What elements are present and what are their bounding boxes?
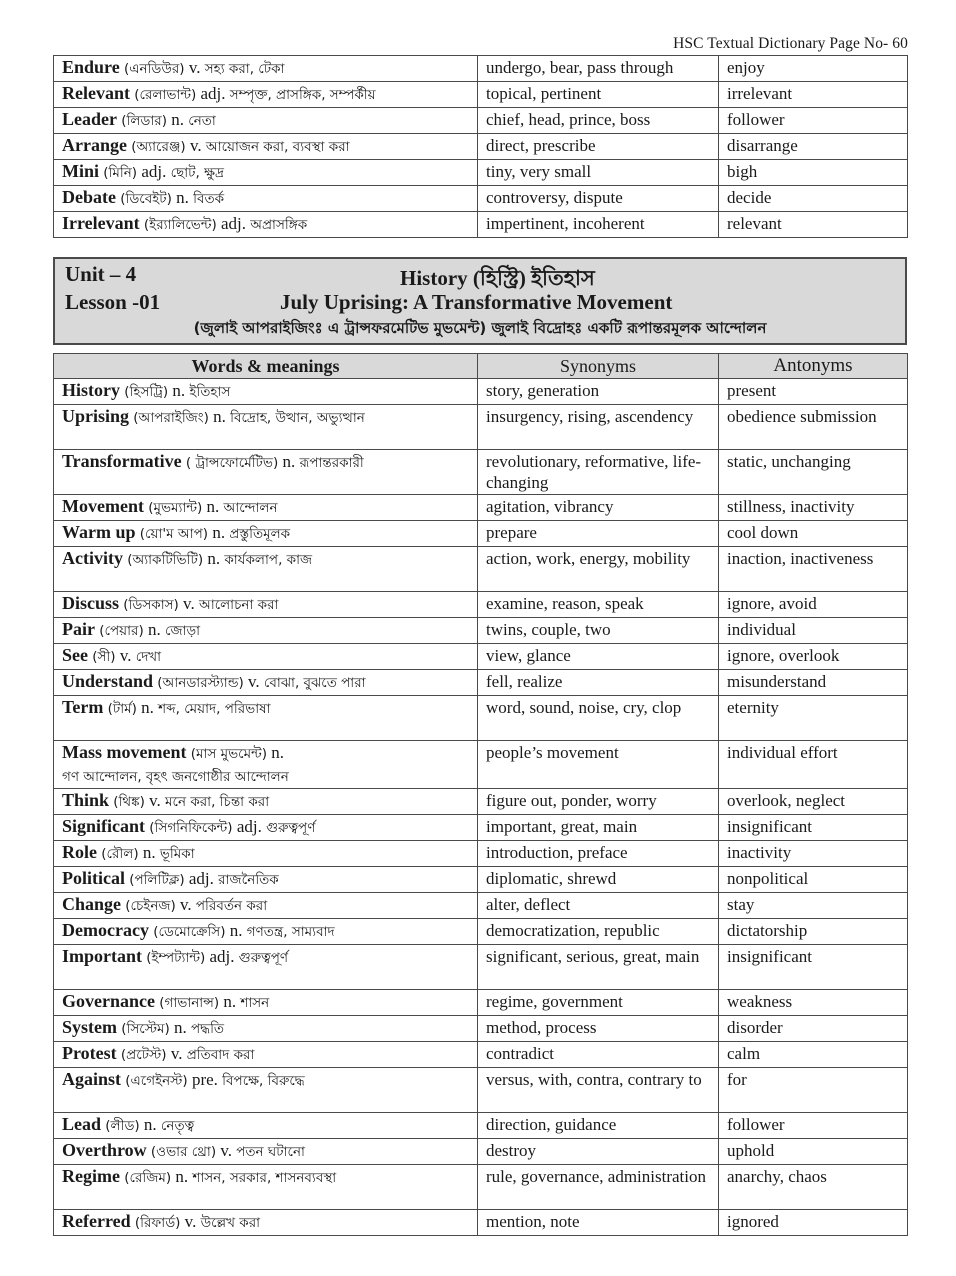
antonyms-cell: anarchy, chaos (719, 1165, 908, 1210)
bengali-meaning: রাজনৈতিক (218, 872, 279, 888)
headword: Warm up (62, 522, 136, 542)
bengali-pronunciation: (মুভম্যান্ট) (148, 500, 203, 516)
bengali-pronunciation: (লিডার) (121, 113, 167, 129)
bengali-meaning: শাসন, সরকার, শাসনব্যবস্থা (192, 1170, 337, 1186)
bengali-meaning: রূপান্তরকারী (299, 455, 364, 471)
bengali-meaning: বিদ্রোহ, উত্থান, অভ্যুত্থান (230, 410, 365, 426)
headword: Discuss (62, 593, 120, 613)
bengali-meaning: শাসন (240, 995, 270, 1011)
part-of-speech: n. (282, 452, 296, 471)
bengali-meaning: গুরুত্বপূর্ণ (238, 950, 289, 966)
word-meaning-cell (54, 696, 478, 741)
antonyms-cell: weakness (719, 990, 908, 1016)
bengali-pronunciation: (টার্ম) (107, 701, 137, 717)
table-row (54, 108, 908, 134)
word-meaning-cell (54, 618, 478, 644)
table-row (54, 450, 908, 495)
bengali-pronunciation: (হিসট্রি) (124, 384, 169, 400)
synonyms-cell: versus, with, contra, contrary to (478, 1068, 719, 1113)
part-of-speech: v. (183, 594, 195, 613)
synonyms-cell: regime, government (478, 990, 719, 1016)
antonyms-cell: disorder (719, 1016, 908, 1042)
antonyms-cell: relevant (719, 212, 908, 238)
bengali-meaning: বোঝা, বুঝতে পারা (263, 675, 366, 691)
headword: Mini (62, 161, 100, 181)
headword: Political (62, 868, 125, 888)
table-row (54, 867, 908, 893)
bengali-pronunciation: (মিনি) (103, 165, 138, 181)
part-of-speech: v. (248, 672, 260, 691)
bengali-meaning: কার্যকলাপ, কাজ (224, 552, 313, 568)
bengali-pronunciation: (য়ো'ম আপ) (139, 526, 209, 542)
word-meaning-cell (54, 56, 478, 82)
bengali-meaning: প্রতিবাদ করা (186, 1047, 255, 1063)
header-synonyms: Synonyms (478, 354, 719, 379)
headword: See (62, 645, 88, 665)
headword: Relevant (62, 83, 130, 103)
antonyms-cell: stillness, inactivity (719, 495, 908, 521)
bengali-pronunciation: (চেইনজ) (125, 898, 176, 914)
table-row (54, 56, 908, 82)
word-meaning-cell (54, 741, 478, 789)
table-row (54, 990, 908, 1016)
antonyms-cell: ignored (719, 1210, 908, 1236)
antonyms-cell: irrelevant (719, 82, 908, 108)
synonyms-cell: figure out, ponder, worry (478, 789, 719, 815)
antonyms-cell: cool down (719, 521, 908, 547)
headword: Leader (62, 109, 117, 129)
synonyms-cell: insurgency, rising, ascendency (478, 405, 719, 450)
antonyms-cell: static, unchanging (719, 450, 908, 495)
synonyms-cell: introduction, preface (478, 841, 719, 867)
table-row (54, 618, 908, 644)
bengali-meaning: মনে করা, চিন্তা করা (165, 794, 270, 810)
vocabulary-table-continued (53, 55, 908, 238)
table-row (54, 1165, 908, 1210)
vocabulary-table (53, 353, 908, 1236)
bengali-meaning: শব্দ, মেয়াদ, পরিভাষা (158, 701, 271, 717)
synonyms-cell: word, sound, noise, cry, clop (478, 696, 719, 741)
antonyms-cell: overlook, neglect (719, 789, 908, 815)
part-of-speech: adj. (200, 84, 226, 103)
part-of-speech: n. (223, 992, 237, 1011)
bengali-pronunciation: (সিস্টেম) (121, 1021, 170, 1037)
word-meaning-cell (54, 379, 478, 405)
headword: Mass movement (62, 742, 187, 762)
headword: Activity (62, 548, 123, 568)
headword: Important (62, 946, 142, 966)
word-meaning-cell (54, 160, 478, 186)
antonyms-cell: decide (719, 186, 908, 212)
headword: Regime (62, 1166, 120, 1186)
word-meaning-cell (54, 212, 478, 238)
bengali-pronunciation: (মাস মুভমেন্ট) (190, 746, 267, 762)
synonyms-cell: significant, serious, great, main (478, 945, 719, 990)
headword: Debate (62, 187, 116, 207)
bengali-pronunciation: (এগেইনস্ট) (125, 1073, 188, 1089)
table-row (54, 134, 908, 160)
bengali-pronunciation: (ডেমোক্রেসি) (153, 924, 226, 940)
antonyms-cell: insignificant (719, 815, 908, 841)
synonyms-cell: people’s movement (478, 741, 719, 789)
table-row (54, 521, 908, 547)
bengali-meaning: গণতন্ত্র, সাম্যবাদ (246, 924, 335, 940)
bengali-meaning: বিতর্ক (193, 191, 225, 207)
antonyms-cell: obedience submission (719, 405, 908, 450)
table-row (54, 82, 908, 108)
part-of-speech: v. (188, 58, 201, 77)
headword: Role (62, 842, 97, 862)
word-meaning-cell (54, 1165, 478, 1210)
synonyms-cell: examine, reason, speak (478, 592, 719, 618)
antonyms-cell: uphold (719, 1139, 908, 1165)
table-row (54, 789, 908, 815)
antonyms-cell: present (719, 379, 908, 405)
headword: Democracy (62, 920, 149, 940)
bengali-meaning: পতন ঘটানো (236, 1144, 305, 1160)
bengali-meaning: ভূমিকা (159, 846, 195, 862)
antonyms-cell: ignore, avoid (719, 592, 908, 618)
part-of-speech: v. (184, 1212, 197, 1231)
headword: Significant (62, 816, 146, 836)
table-row (54, 893, 908, 919)
bengali-pronunciation: (ডিসকাস) (123, 597, 179, 613)
bengali-pronunciation: (পলিটিক্ল) (129, 872, 185, 888)
word-meaning-cell (54, 592, 478, 618)
word-meaning-cell (54, 450, 478, 495)
bengali-pronunciation: (থিঙ্ক) (113, 794, 145, 810)
part-of-speech: n. (141, 698, 154, 717)
headword: History (62, 380, 120, 400)
antonyms-cell: eternity (719, 696, 908, 741)
unit-lesson-header (53, 257, 907, 345)
synonyms-cell: fell, realize (478, 670, 719, 696)
antonyms-cell: follower (719, 1113, 908, 1139)
antonyms-cell: ignore, overlook (719, 644, 908, 670)
part-of-speech: adj. (209, 947, 235, 966)
table-row (54, 919, 908, 945)
table-row (54, 644, 908, 670)
lesson-label: Lesson -01 (65, 290, 161, 314)
word-meaning-cell (54, 919, 478, 945)
antonyms-cell: calm (719, 1042, 908, 1068)
bengali-meaning: পরিবর্তন করা (195, 898, 268, 914)
antonyms-cell: individual effort (719, 741, 908, 789)
part-of-speech: adj. (188, 869, 214, 888)
word-meaning-cell (54, 815, 478, 841)
antonyms-cell: dictatorship (719, 919, 908, 945)
bengali-meaning: দেখা (135, 649, 162, 665)
synonyms-cell: direction, guidance (478, 1113, 719, 1139)
bengali-meaning: পদ্ধতি (191, 1021, 225, 1037)
bengali-meaning: আয়োজন করা, ব্যবস্থা করা (205, 139, 350, 155)
part-of-speech: n. (213, 407, 226, 426)
table-row (54, 1210, 908, 1236)
part-of-speech: pre. (191, 1070, 218, 1089)
synonyms-cell: alter, deflect (478, 893, 719, 919)
synonyms-cell: view, glance (478, 644, 719, 670)
headword: Lead (62, 1114, 102, 1134)
headword: Pair (62, 619, 95, 639)
part-of-speech: n. (142, 843, 156, 862)
word-meaning-cell (54, 1068, 478, 1113)
bengali-pronunciation: (রিফার্ড) (134, 1215, 181, 1231)
page-header: HSC Textual Dictionary Page No- 60 (673, 35, 908, 52)
synonyms-cell: action, work, energy, mobility (478, 547, 719, 592)
headword: Think (62, 790, 110, 810)
part-of-speech: v. (189, 136, 202, 155)
bengali-meaning: জোড়া (164, 623, 200, 639)
synonyms-cell: impertinent, incoherent (478, 212, 719, 238)
headword: Movement (62, 496, 144, 516)
synonyms-cell: diplomatic, shrewd (478, 867, 719, 893)
synonyms-cell: contradict (478, 1042, 719, 1068)
antonyms-cell: follower (719, 108, 908, 134)
antonyms-cell: misunderstand (719, 670, 908, 696)
table-row (54, 212, 908, 238)
bengali-pronunciation: (ওভার থ্রো) (150, 1144, 217, 1160)
word-meaning-cell (54, 108, 478, 134)
part-of-speech: n. (206, 497, 220, 516)
headword: Endure (62, 57, 120, 77)
table-header-row (54, 354, 908, 379)
bengali-meaning: ছোট, ক্ষুদ্র (170, 165, 225, 181)
synonyms-cell: rule, governance, administration (478, 1165, 719, 1210)
bengali-meaning: নেতা (188, 113, 216, 129)
synonyms-cell: method, process (478, 1016, 719, 1042)
table-row (54, 815, 908, 841)
bengali-meaning: সহ্য করা, টেকা (204, 61, 285, 77)
word-meaning-cell (54, 82, 478, 108)
bengali-pronunciation: (এনডিউর) (123, 61, 185, 77)
headword: Overthrow (62, 1140, 147, 1160)
synonyms-cell: tiny, very small (478, 160, 719, 186)
bengali-meaning: বিপক্ষে, বিরুদ্ধে (222, 1073, 305, 1089)
part-of-speech: v. (170, 1044, 183, 1063)
part-of-speech: n. (207, 549, 221, 568)
part-of-speech: n. (175, 1167, 189, 1186)
bengali-pronunciation: (ইম্পট্যান্ট) (146, 950, 206, 966)
part-of-speech: n. (212, 523, 226, 542)
headword: Governance (62, 991, 155, 1011)
part-of-speech: v. (220, 1141, 233, 1160)
antonyms-cell: enjoy (719, 56, 908, 82)
synonyms-cell: direct, prescribe (478, 134, 719, 160)
headword: Uprising (62, 406, 130, 426)
part-of-speech: adj. (141, 162, 167, 181)
word-meaning-cell (54, 789, 478, 815)
bengali-pronunciation: (পেয়ার) (99, 623, 144, 639)
word-meaning-cell (54, 1042, 478, 1068)
bengali-pronunciation: (রেলাভান্ট) (134, 87, 197, 103)
antonyms-cell: inactivity (719, 841, 908, 867)
word-meaning-cell (54, 841, 478, 867)
part-of-speech: n. (176, 188, 189, 207)
antonyms-cell: bigh (719, 160, 908, 186)
bengali-meaning: ইতিহাস (189, 384, 231, 400)
table-row (54, 841, 908, 867)
part-of-speech: n. (147, 620, 161, 639)
antonyms-cell: inaction, inactiveness (719, 547, 908, 592)
table-row (54, 405, 908, 450)
table-row (54, 592, 908, 618)
word-meaning-cell (54, 990, 478, 1016)
table-row (54, 1068, 908, 1113)
headword: Against (62, 1069, 122, 1089)
table-row (54, 186, 908, 212)
headword: Understand (62, 671, 154, 691)
bengali-meaning: গণ আন্দোলন, বৃহৎ জনগোষ্ঠীর আন্দোলন (62, 769, 289, 785)
table-row (54, 741, 908, 789)
bengali-pronunciation: (রেজিম) (124, 1170, 172, 1186)
headword: Irrelevant (62, 213, 140, 233)
table-row (54, 547, 908, 592)
headword: Arrange (62, 135, 127, 155)
word-meaning-cell (54, 893, 478, 919)
bengali-meaning: গুরুত্বপূর্ণ (266, 820, 316, 836)
part-of-speech: v. (119, 646, 132, 665)
table-row (54, 495, 908, 521)
table-row (54, 1016, 908, 1042)
word-meaning-cell (54, 1016, 478, 1042)
table-row (54, 696, 908, 741)
bengali-pronunciation: ( ট্রান্সফোর্মেটিভ) (185, 455, 279, 471)
headword: System (62, 1017, 117, 1037)
bengali-pronunciation: (অ্যাকটিভিটি) (127, 552, 204, 568)
synonyms-cell: controversy, dispute (478, 186, 719, 212)
table-row (54, 1139, 908, 1165)
bengali-pronunciation: (ডিবেইট) (120, 191, 172, 207)
antonyms-cell: disarrange (719, 134, 908, 160)
part-of-speech: v. (179, 895, 192, 914)
synonyms-cell: twins, couple, two (478, 618, 719, 644)
word-meaning-cell (54, 547, 478, 592)
header-antonyms: Antonyms (719, 354, 908, 379)
word-meaning-cell (54, 945, 478, 990)
antonyms-cell: individual (719, 618, 908, 644)
part-of-speech: adj. (236, 817, 262, 836)
table-row (54, 1113, 908, 1139)
word-meaning-cell (54, 134, 478, 160)
unit-title: History (হিস্ট্রি) ইতিহাস (400, 266, 595, 290)
unit-label: Unit – 4 (65, 262, 137, 286)
table-row (54, 1042, 908, 1068)
part-of-speech: adj. (221, 214, 247, 233)
part-of-speech: n. (171, 110, 184, 129)
synonyms-cell: revolutionary, reformative, life-changing (478, 450, 719, 495)
part-of-speech: n. (229, 921, 243, 940)
table-row (54, 945, 908, 990)
part-of-speech: n. (271, 743, 284, 762)
lesson-bengali-subtitle: (জুলাই আপরাইজিংঃ এ ট্রান্সফরমেটিভ মুভমেন্ট) জুলাই বিদ্রোহঃ একটি রূপান্তরমূলক আন্দোলন (193, 319, 767, 337)
word-meaning-cell (54, 405, 478, 450)
table-row (54, 379, 908, 405)
bengali-meaning: উল্লেখ করা (200, 1215, 261, 1231)
part-of-speech: n. (143, 1115, 157, 1134)
bengali-pronunciation: (সিগনিফিকেন্ট) (149, 820, 233, 836)
synonyms-cell: important, great, main (478, 815, 719, 841)
bengali-meaning: অপ্রাসঙ্গিক (250, 217, 308, 233)
bengali-meaning: প্রস্তুতিমূলক (229, 526, 291, 542)
headword: Referred (62, 1211, 131, 1231)
bengali-pronunciation: (প্রটেস্ট) (120, 1047, 167, 1063)
bengali-pronunciation: (সী) (92, 649, 116, 665)
table-row (54, 160, 908, 186)
synonyms-cell: topical, pertinent (478, 82, 719, 108)
antonyms-cell: for (719, 1068, 908, 1113)
bengali-pronunciation: (লীড) (105, 1118, 140, 1134)
word-meaning-cell (54, 1113, 478, 1139)
word-meaning-cell (54, 521, 478, 547)
headword: Change (62, 894, 122, 914)
table-row (54, 670, 908, 696)
synonyms-cell: destroy (478, 1139, 719, 1165)
bengali-pronunciation: (গাভানান্স) (159, 995, 220, 1011)
synonyms-cell: undergo, bear, pass through (478, 56, 719, 82)
synonyms-cell: story, generation (478, 379, 719, 405)
header-words-meanings: Words & meanings (54, 354, 478, 379)
word-meaning-cell (54, 1139, 478, 1165)
part-of-speech: n. (172, 381, 186, 400)
word-meaning-cell (54, 670, 478, 696)
headword: Term (62, 697, 104, 717)
word-meaning-cell (54, 867, 478, 893)
word-meaning-cell (54, 644, 478, 670)
synonyms-cell: chief, head, prince, boss (478, 108, 719, 134)
part-of-speech: n. (174, 1018, 187, 1037)
bengali-pronunciation: (অ্যারেঞ্জ) (131, 139, 186, 155)
synonyms-cell: agitation, vibrancy (478, 495, 719, 521)
bengali-meaning: সম্পৃক্ত, প্রাসঙ্গিক, সম্পর্কীয় (229, 87, 376, 103)
word-meaning-cell (54, 186, 478, 212)
lesson-title: July Uprising: A Transformative Movement (280, 290, 673, 314)
headword: Transformative (62, 451, 182, 471)
word-meaning-cell (54, 495, 478, 521)
bengali-meaning: নেতৃত্ব (160, 1118, 195, 1134)
word-meaning-cell (54, 1210, 478, 1236)
synonyms-cell: democratization, republic (478, 919, 719, 945)
bengali-pronunciation: (আনডারস্ট্যান্ড) (157, 675, 244, 691)
bengali-pronunciation: (রৌল) (101, 846, 139, 862)
bengali-meaning: আন্দোলন (223, 500, 278, 516)
synonyms-cell: prepare (478, 521, 719, 547)
bengali-pronunciation: (আপরাইজিং) (133, 410, 209, 426)
antonyms-cell: insignificant (719, 945, 908, 990)
synonyms-cell: mention, note (478, 1210, 719, 1236)
antonyms-cell: stay (719, 893, 908, 919)
headword: Protest (62, 1043, 117, 1063)
antonyms-cell: nonpolitical (719, 867, 908, 893)
bengali-meaning: আলোচনা করা (198, 597, 279, 613)
bengali-pronunciation: (ইর‍্যালিভেন্ট) (143, 217, 217, 233)
part-of-speech: v. (149, 791, 161, 810)
